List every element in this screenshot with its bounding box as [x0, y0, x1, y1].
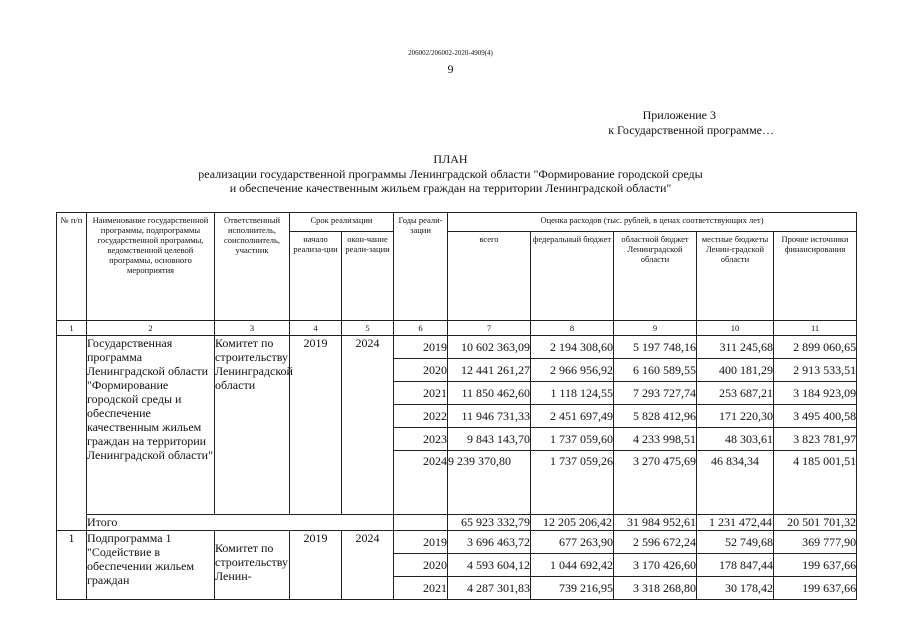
year-cell: 2021 — [394, 577, 448, 600]
header-costs: Оценка расходов (тыс. рублей, в ценах соответствующих лет) — [448, 213, 857, 232]
col-number: 11 — [774, 321, 857, 336]
header-start: начало реализа-ции — [290, 232, 342, 321]
page-number: 9 — [447, 62, 454, 76]
year-cell: 2023 — [394, 428, 448, 451]
title-line-3: и обеспечение качественным жильем граждан на территории Ленинградской области" — [229, 181, 672, 195]
other-cell: 199 637,66 — [774, 577, 857, 600]
col-number: 5 — [342, 321, 394, 336]
year-cell: 2020 — [394, 359, 448, 382]
header-responsible: Ответственный исполнитель, соисполнитель, участник — [215, 213, 290, 321]
other-cell: 3 823 781,97 — [774, 428, 857, 451]
appendix-note — [608, 108, 774, 138]
col-number: 10 — [697, 321, 774, 336]
federal-cell: 2 966 956,92 — [531, 359, 614, 382]
total-cell: 11 850 462,60 — [448, 382, 531, 405]
local-cell: 400 181,29 — [697, 359, 774, 382]
title-line-1: ПЛАН — [433, 152, 468, 166]
header-no: № п/п — [57, 213, 87, 321]
other-cell: 2 899 060,65 — [774, 336, 857, 359]
regional-cell: 3 170 426,60 — [614, 554, 697, 577]
year-cell: 2021 — [394, 382, 448, 405]
local-cell: 46 834,34 — [697, 451, 774, 515]
local-cell: 253 687,21 — [697, 382, 774, 405]
local-cell: 311 245,68 — [697, 336, 774, 359]
header-regional: областной бюджет Ленинградской области — [614, 232, 697, 321]
col-number: 9 — [614, 321, 697, 336]
local-cell: 178 847,44 — [697, 554, 774, 577]
grand-federal-cell: 12 205 206,42 — [531, 515, 614, 531]
table-row — [57, 531, 857, 554]
federal-cell: 677 263,90 — [531, 531, 614, 554]
total-cell: 4 287 301,83 — [448, 577, 531, 600]
grand-regional-cell: 31 984 952,61 — [614, 515, 697, 531]
header-period: Срок реализации — [290, 213, 394, 232]
grand-local-cell: 1 231 472,44 — [697, 515, 774, 531]
other-cell: 369 777,90 — [774, 531, 857, 554]
federal-cell: 1 044 692,42 — [531, 554, 614, 577]
other-cell: 2 913 533,51 — [774, 359, 857, 382]
year-cell: 2022 — [394, 405, 448, 428]
grand-total-cell: 65 923 332,79 — [448, 515, 531, 531]
local-cell: 48 303,61 — [697, 428, 774, 451]
regional-cell: 4 233 998,51 — [614, 428, 697, 451]
local-cell: 52 749,68 — [697, 531, 774, 554]
header-end: окон-чание реали-зации — [342, 232, 394, 321]
federal-cell: 2 451 697,49 — [531, 405, 614, 428]
federal-cell: 1 118 124,55 — [531, 382, 614, 405]
subprogram-start: 2019 — [290, 531, 342, 600]
total-row — [57, 515, 857, 531]
col-number: 2 — [87, 321, 215, 336]
header-total: всего — [448, 232, 531, 321]
col-number: 1 — [57, 321, 87, 336]
subprogram-no: 1 — [57, 531, 87, 600]
program-start: 2019 — [290, 336, 342, 515]
regional-cell: 5 197 748,16 — [614, 336, 697, 359]
program-name: Государственная программа Ленинградской области "Формирование городской среды и обеспечение качественным жильем граждан на территории Ленинградской области" — [87, 336, 215, 515]
header-federal: федеральный бюджет — [531, 232, 614, 321]
appendix-line-1: Приложение 3 — [642, 108, 716, 122]
col-number: 7 — [448, 321, 531, 336]
grand-other-cell: 20 501 701,32 — [774, 515, 857, 531]
appendix-line-2: к Государственной программе… — [608, 123, 774, 137]
year-cell-empty — [394, 515, 448, 531]
subprogram-name: Подпрограмма 1 "Содействие в обеспечении жильем граждан — [87, 531, 215, 600]
document-code: 206002/206002-2020-4909(4) — [408, 49, 493, 57]
title-line-2: реализации государственной программы Ленинградской области "Формирование городской среды — [198, 166, 703, 181]
federal-cell: 1 737 059,26 — [531, 451, 614, 515]
subprogram-end: 2024 — [342, 531, 394, 600]
col-number: 3 — [215, 321, 290, 336]
regional-cell: 3 318 268,80 — [614, 577, 697, 600]
regional-cell: 7 293 727,74 — [614, 382, 697, 405]
federal-cell: 2 194 308,60 — [531, 336, 614, 359]
year-cell: 2024 — [394, 451, 448, 515]
table-row — [57, 336, 857, 359]
local-cell: 171 220,30 — [697, 405, 774, 428]
federal-cell: 1 737 059,60 — [531, 428, 614, 451]
other-cell: 3 495 400,58 — [774, 405, 857, 428]
program-no-cell — [57, 336, 87, 531]
document-title — [0, 152, 901, 196]
year-cell: 2019 — [394, 336, 448, 359]
regional-cell: 2 596 672,24 — [614, 531, 697, 554]
regional-cell: 5 828 412,96 — [614, 405, 697, 428]
other-cell: 199 637,66 — [774, 554, 857, 577]
regional-cell: 6 160 589,55 — [614, 359, 697, 382]
col-number: 8 — [531, 321, 614, 336]
other-cell: 4 185 001,51 — [774, 451, 857, 515]
regional-cell: 3 270 475,69 — [614, 451, 697, 515]
subprogram-responsible: Комитет по строительству Ленин- — [215, 531, 290, 600]
other-cell: 3 184 923,09 — [774, 382, 857, 405]
col-number: 4 — [290, 321, 342, 336]
total-cell: 4 593 604,12 — [448, 554, 531, 577]
header-local: местные бюджеты Ленин-градской области — [697, 232, 774, 321]
total-cell: 12 441 261,27 — [448, 359, 531, 382]
plan-table — [56, 212, 857, 600]
total-cell: 10 602 363,09 — [448, 336, 531, 359]
program-end: 2024 — [342, 336, 394, 515]
local-cell: 30 178,42 — [697, 577, 774, 600]
header-other: Прочие источники финансирования — [774, 232, 857, 321]
total-cell: 9 239 370,80 — [448, 451, 531, 515]
year-cell: 2019 — [394, 531, 448, 554]
total-cell: 3 696 463,72 — [448, 531, 531, 554]
header-name: Наименование государственной программы, подпрограммы государственной программы, ведомственной целевой программы, основного мероприятия — [87, 213, 215, 321]
program-responsible: Комитет по строительству Ленинградской области — [215, 336, 290, 515]
total-cell: 11 946 731,33 — [448, 405, 531, 428]
federal-cell: 739 216,95 — [531, 577, 614, 600]
header-years: Годы реали-зации — [394, 213, 448, 321]
year-cell: 2020 — [394, 554, 448, 577]
col-number: 6 — [394, 321, 448, 336]
total-cell: 9 843 143,70 — [448, 428, 531, 451]
total-label: Итого — [87, 515, 394, 531]
